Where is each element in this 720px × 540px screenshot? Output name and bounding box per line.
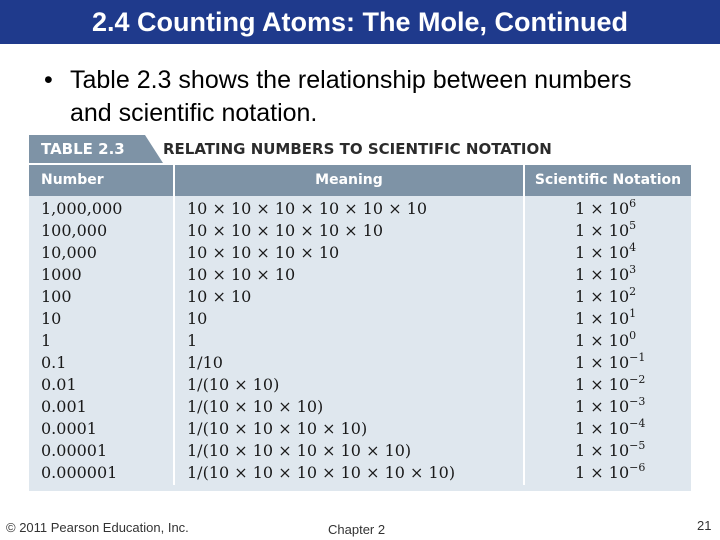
footer-page-number: 21: [697, 518, 712, 533]
cell-number: 0.01: [41, 375, 77, 394]
cell-meaning: 10 × 10 × 10 × 10 × 10: [187, 221, 384, 240]
cell-number: 0.00001: [41, 441, 108, 460]
bullet-mark: •: [44, 66, 53, 94]
table-row: [29, 264, 691, 286]
sci-base: 1 × 10: [575, 199, 630, 218]
cell-number: 0.000001: [41, 463, 118, 482]
table-tag: TABLE 2.3: [41, 140, 125, 158]
cell-meaning: 1/10: [187, 353, 223, 372]
sci-base: 1 × 10: [575, 265, 630, 284]
sci-base: 1 × 10: [575, 221, 630, 240]
sci-base: 1 × 10: [575, 419, 630, 438]
column-header-scientific-notation: Scientific Notation: [525, 165, 691, 196]
table-row: [29, 198, 691, 220]
cell-scientific-notation: [575, 286, 636, 308]
table-row: [29, 330, 691, 352]
cell-meaning: 1/(10 × 10): [187, 375, 280, 394]
cell-number: 0.1: [41, 353, 67, 372]
table-row: [29, 286, 691, 308]
cell-scientific-notation: [575, 396, 645, 418]
cell-meaning: 1/(10 × 10 × 10 × 10 × 10 × 10): [187, 463, 456, 482]
cell-scientific-notation: [575, 264, 636, 286]
cell-scientific-notation: [575, 330, 636, 352]
column-header-number: Number: [29, 165, 174, 196]
table-2-3: [29, 135, 691, 491]
cell-scientific-notation: [575, 198, 636, 220]
cell-meaning: 10 × 10 × 10: [187, 265, 296, 284]
cell-scientific-notation: [575, 352, 645, 374]
cell-meaning: 1/(10 × 10 × 10 × 10): [187, 419, 368, 438]
cell-number: 1000: [41, 265, 82, 284]
sci-exponent: −6: [629, 461, 646, 474]
cell-meaning: 1/(10 × 10 × 10): [187, 397, 324, 416]
cell-meaning: 10 × 10 × 10 × 10 × 10 × 10: [187, 199, 428, 218]
table-row: [29, 374, 691, 396]
cell-scientific-notation: [575, 308, 636, 330]
cell-meaning: 1: [187, 331, 198, 350]
sci-exponent: 6: [629, 197, 637, 210]
cell-number: 1: [41, 331, 52, 350]
sci-exponent: −2: [629, 373, 646, 386]
table-row: [29, 352, 691, 374]
cell-number: 10: [41, 309, 62, 328]
sci-base: 1 × 10: [575, 309, 630, 328]
cell-scientific-notation: [575, 440, 645, 462]
cell-meaning: 1/(10 × 10 × 10 × 10 × 10): [187, 441, 412, 460]
sci-base: 1 × 10: [575, 331, 630, 350]
sci-exponent: −3: [629, 395, 646, 408]
table-row: [29, 242, 691, 264]
sci-exponent: −5: [629, 439, 646, 452]
cell-scientific-notation: [575, 462, 645, 484]
table-title: RELATING NUMBERS TO SCIENTIFIC NOTATION: [163, 140, 552, 158]
sci-base: 1 × 10: [575, 463, 630, 482]
table-row: [29, 308, 691, 330]
bullet-text: Table 2.3 shows the relationship between numbers and scientific notation.: [70, 66, 632, 127]
sci-exponent: 3: [629, 263, 637, 276]
sci-exponent: −4: [629, 417, 646, 430]
cell-number: 1,000,000: [41, 199, 123, 218]
table-body: [29, 165, 691, 491]
cell-number: 10,000: [41, 243, 97, 262]
sci-exponent: 4: [629, 241, 637, 254]
cell-scientific-notation: [575, 220, 636, 242]
sci-exponent: 0: [629, 329, 637, 342]
table-row: [29, 418, 691, 440]
sci-base: 1 × 10: [575, 243, 630, 262]
footer-chapter: Chapter 2: [328, 522, 386, 537]
slide-title: 2.4 Counting Atoms: The Mole, Continued: [0, 0, 720, 44]
sci-base: 1 × 10: [575, 353, 630, 372]
cell-scientific-notation: [575, 242, 636, 264]
table-row: [29, 220, 691, 242]
table-header: [29, 135, 691, 165]
table-row: [29, 440, 691, 462]
sci-exponent: −1: [629, 351, 646, 364]
sci-exponent: 1: [629, 307, 637, 320]
cell-number: 100: [41, 287, 72, 306]
table-row: [29, 396, 691, 418]
cell-meaning: 10 × 10: [187, 287, 252, 306]
cell-meaning: 10: [187, 309, 208, 328]
sci-exponent: 2: [629, 285, 637, 298]
column-header-meaning: Meaning: [175, 165, 523, 196]
cell-number: 0.0001: [41, 419, 97, 438]
cell-scientific-notation: [575, 418, 645, 440]
sci-base: 1 × 10: [575, 397, 630, 416]
sci-base: 1 × 10: [575, 441, 630, 460]
sci-exponent: 5: [629, 219, 637, 232]
cell-meaning: 10 × 10 × 10 × 10: [187, 243, 340, 262]
cell-number: 0.001: [41, 397, 87, 416]
table-row: [29, 462, 691, 484]
cell-scientific-notation: [575, 374, 645, 396]
sci-base: 1 × 10: [575, 375, 630, 394]
sci-base: 1 × 10: [575, 287, 630, 306]
footer-copyright: © 2011 Pearson Education, Inc.: [6, 520, 189, 535]
cell-number: 100,000: [41, 221, 108, 240]
